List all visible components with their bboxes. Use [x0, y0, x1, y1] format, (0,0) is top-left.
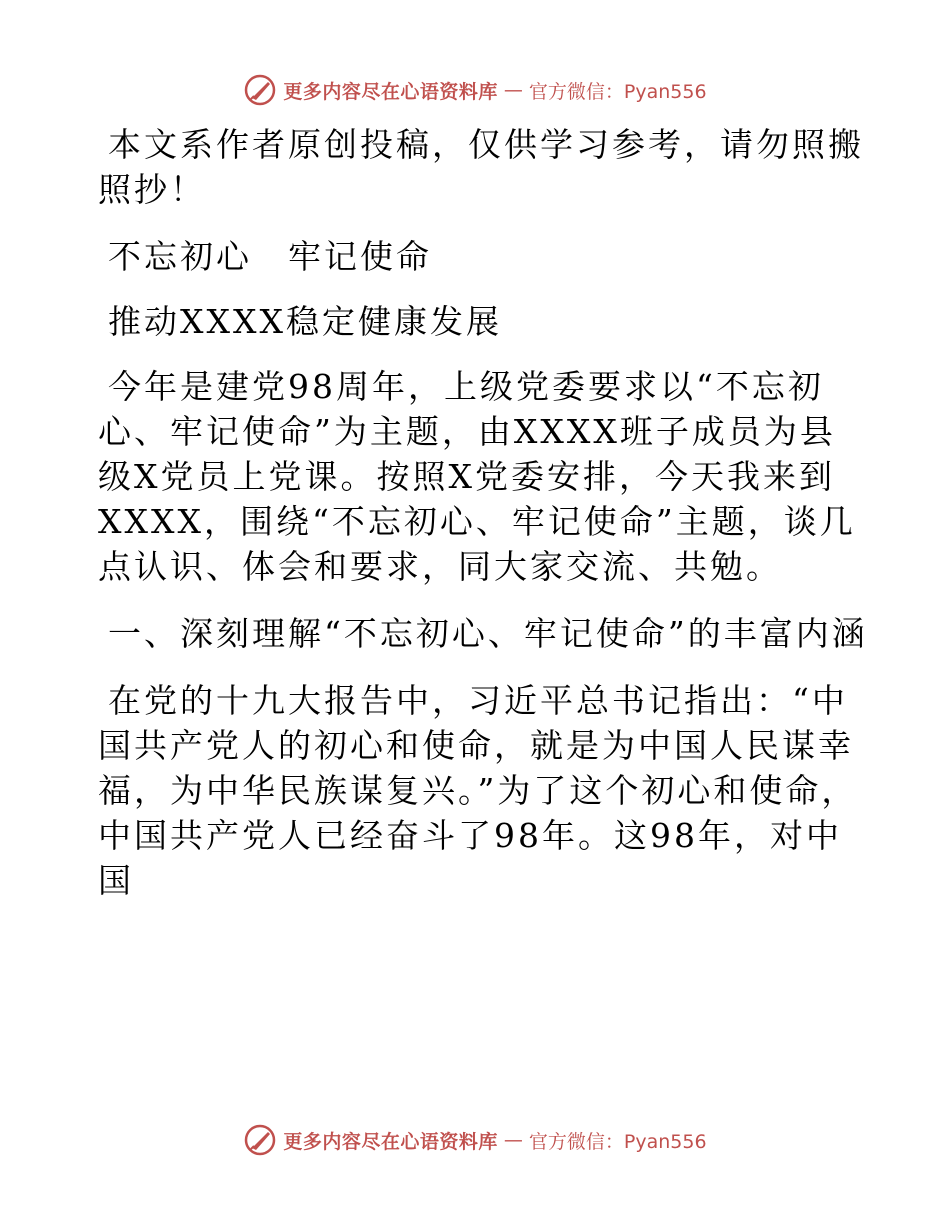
footer-banner: [0, 1120, 950, 1160]
intro-paragraph: 今年是建党98周年，上级党委要求以“不忘初心、牢记使命”为主题，由XXXX班子成员为县级X党员上党课。按照X党委安排，今天我来到XXXX，围绕“不忘初心、牢记使命”主题，谈几点认识、体会和要求，同大家交流、共勉。: [98, 367, 856, 586]
copyright-notice: 本文系作者原创投稿，仅供学习参考，请勿照搬照抄！: [98, 125, 864, 209]
header-banner-separator: —: [503, 79, 523, 101]
section-1-paragraph: 在党的十九大报告中，习近平总书记指出：“中国共产党人的初心和使命，就是为中国人民谋幸福，为中华民族谋复兴。”为了这个初心和使命，中国共产党人已经奋斗了98年。这98年，对中国: [98, 681, 858, 900]
header-banner-contact: 官方微信：Pyan556: [528, 80, 707, 103]
header-banner-main-text: 更多内容尽在心语资料库: [283, 80, 498, 103]
document-title-line-1: 不忘初心 牢记使命: [108, 237, 432, 276]
footer-banner-separator: —: [503, 1129, 523, 1151]
footer-banner-inner: [243, 1123, 706, 1157]
quill-circle-logo-icon: [243, 1123, 277, 1157]
footer-banner-contact: 官方微信：Pyan556: [528, 1130, 707, 1153]
header-banner: [0, 70, 950, 110]
section-1-heading: 一、深刻理解“不忘初心、牢记使命”的丰富内涵: [108, 614, 868, 653]
document-title-line-2: 推动XXXX稳定健康发展: [108, 302, 502, 341]
header-banner-inner: [243, 73, 706, 107]
quill-circle-logo-icon: [243, 73, 277, 107]
footer-banner-main-text: 更多内容尽在心语资料库: [283, 1130, 498, 1153]
document-body: [98, 122, 868, 903]
